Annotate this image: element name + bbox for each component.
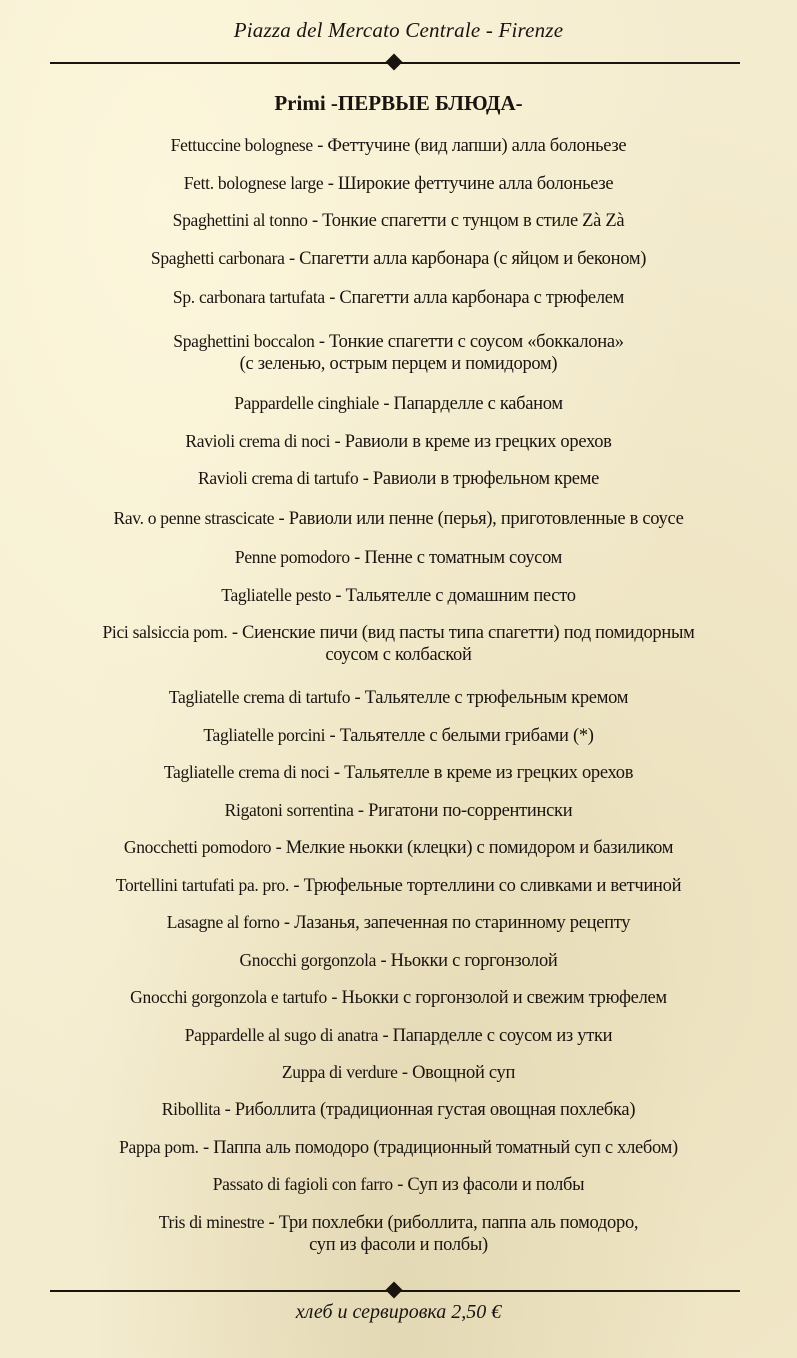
menu-item: Rigatoni sorrentina - Ригатони по-соррентински xyxy=(224,800,573,821)
dish-description-russian: Тальятелле в креме из грецких орехов xyxy=(344,763,634,783)
dish-name-italian: Tagliatelle crema di noci xyxy=(163,762,330,782)
dish-name-italian: Pici salsiccia pom. xyxy=(102,622,228,642)
menu-item: Ravioli crema di noci - Равиоли в креме из грецких орехов xyxy=(185,431,612,452)
menu-item: Gnocchi gorgonzola e tartufo - Ньокки с горгонзолой и свежим трюфелем xyxy=(130,987,667,1008)
menu-item: Passato di fagioli con farro - Суп из фасоли и полбы xyxy=(212,1174,585,1195)
menu-item: Gnocchetti pomodoro - Мелкие ньокки (клецки) с помидором и базиликом xyxy=(123,837,674,858)
menu-item: Fett. bolognese large - Широкие феттучине алла болоньезе xyxy=(183,173,614,194)
dish-description-russian: Тальятелле с белыми грибами (*) xyxy=(339,726,594,746)
dish-description-russian: Овощной суп xyxy=(412,1063,516,1083)
dish-description-russian: Тальятелле с домашним песто xyxy=(345,586,576,606)
divider-diamond-icon xyxy=(386,54,403,71)
menu-item: Penne pomodoro - Пенне с томатным соусом xyxy=(234,547,563,568)
dish-name-italian: Fettuccine bolognese xyxy=(170,135,313,155)
dish-description-russian: Три похлебки (риболлита, паппа аль помодоро, xyxy=(278,1213,639,1233)
top-divider xyxy=(50,62,740,64)
bottom-divider xyxy=(50,1290,740,1292)
menu-item: Pici salsiccia pom. - Сиенские пичи (вид пасты типа спагетти) под помидорным соусом с колбаской xyxy=(102,622,695,665)
dish-description-russian: Пенне с томатным соусом xyxy=(364,548,563,568)
menu-item: Spaghetti carbonara - Спагетти алла карбонара (с яйцом и беконом) xyxy=(150,248,647,269)
dish-name-italian: Passato di fagioli con farro xyxy=(212,1174,393,1194)
dish-description-russian-continued: (с зеленью, острым перцем и помидором) xyxy=(239,354,558,374)
dish-name-italian: Tris di minestre xyxy=(158,1212,265,1232)
dish-description-russian: Папарделле с соусом из утки xyxy=(392,1026,613,1046)
dish-name-italian: Spaghettini al tonno xyxy=(172,210,308,230)
dish-name-italian: Pappa pom. xyxy=(119,1137,199,1157)
dish-description-russian: Равиоли в трюфельном креме xyxy=(372,469,600,489)
dish-description-russian: Широкие феттучине алла болоньезе xyxy=(337,174,614,194)
dish-name-italian: Zuppa di verdure xyxy=(281,1062,398,1082)
dish-name-italian: Ravioli crema di tartufo xyxy=(197,468,359,488)
dish-description-russian: Сиенские пичи (вид пасты типа спагетти) под помидорным xyxy=(242,623,695,643)
menu-item: Ravioli crema di tartufo - Равиоли в трюфельном креме xyxy=(197,468,600,489)
menu-item: Rav. o penne strascicate - Равиоли или пенне (перья), приготовленные в соусе xyxy=(113,508,684,529)
dish-name-italian: Tagliatelle pesto xyxy=(221,585,332,605)
dish-name-italian: Sp. carbonara tartufata xyxy=(172,287,325,307)
dish-name-italian: Rav. o penne strascicate xyxy=(113,508,275,528)
footer-note: хлеб и сервировка 2,50 € xyxy=(295,1301,502,1323)
dish-name-italian: Ravioli crema di noci xyxy=(185,431,331,451)
dish-description-russian: Равиоли или пенне (перья), приготовленные в соусе xyxy=(288,509,684,529)
dish-name-italian: Lasagne al forno xyxy=(166,912,280,932)
dish-name-italian: Fett. bolognese large xyxy=(183,173,324,193)
dish-name-italian: Pappardelle cinghiale xyxy=(234,393,380,413)
dish-description-russian: Спагетти алла карбонара с трюфелем xyxy=(339,288,625,308)
dish-description-russian: Суп из фасоли и полбы xyxy=(407,1175,585,1195)
dish-description-russian: Папарделле с кабаном xyxy=(393,394,563,414)
dish-description-russian: Феттучине (вид лапши) алла болоньезе xyxy=(327,136,627,156)
menu-item: Spaghettini al tonno - Тонкие спагетти с тунцом в стиле Zà Zà xyxy=(172,210,625,231)
dish-description-russian: Ригатони по-соррентински xyxy=(368,801,573,821)
dish-description-russian: Ньокки с горгонзолой и свежим трюфелем xyxy=(341,988,667,1008)
dish-description-russian: Лазанья, запеченная по старинному рецепту xyxy=(294,913,631,933)
dish-name-italian: Spaghetti carbonara xyxy=(150,248,285,268)
menu-item: Tagliatelle crema di noci - Тальятелле в креме из грецких орехов xyxy=(163,762,634,783)
dish-name-italian: Tagliatelle porcini xyxy=(203,725,326,745)
section-title: Primi -ПЕРВЫЕ БЛЮДА- xyxy=(274,91,523,115)
dish-name-italian: Penne pomodoro xyxy=(234,547,350,567)
menu-item: Tortellini tartufati pa. pro. - Трюфельные тортеллини со сливками и ветчиной xyxy=(115,875,682,896)
menu-item: Tris di minestre - Три похлебки (риболлита, паппа аль помодоро, суп из фасоли и полбы) xyxy=(158,1212,639,1255)
menu-item: Pappardelle al sugo di anatra - Папарделле с соусом из утки xyxy=(184,1025,613,1046)
dish-description-russian: Мелкие ньокки (клецки) с помидором и базиликом xyxy=(285,838,674,858)
menu-item: Tagliatelle porcini - Тальятелле с белыми грибами (*) xyxy=(203,725,594,746)
menu-item: Tagliatelle pesto - Тальятелле с домашним песто xyxy=(221,585,576,606)
dish-description-russian-continued: соусом с колбаской xyxy=(325,645,472,665)
dish-name-italian: Gnocchetti pomodoro xyxy=(123,837,272,857)
dish-description-russian: Риболлита (традиционная густая овощная похлебка) xyxy=(234,1100,636,1120)
dish-name-italian: Gnocchi gorgonzola e tartufo xyxy=(130,987,327,1007)
dish-description-russian: Равиоли в креме из грецких орехов xyxy=(344,432,612,452)
dish-name-italian: Pappardelle al sugo di anatra xyxy=(184,1025,379,1045)
dish-description-russian-continued: суп из фасоли и полбы) xyxy=(309,1235,488,1255)
header-title: Piazza del Mercato Centrale - Firenze xyxy=(233,18,564,42)
menu-item: Pappardelle cinghiale - Папарделле с кабаном xyxy=(234,393,563,414)
dish-name-italian: Gnocchi gorgonzola xyxy=(239,950,377,970)
menu-item: Fettuccine bolognese - Феттучине (вид лапши) алла болоньезе xyxy=(170,135,627,156)
dish-name-italian: Tagliatelle crema di tartufo xyxy=(168,687,351,707)
dish-name-italian: Ribollita xyxy=(161,1099,221,1119)
menu-item: Pappa pom. - Паппа аль помодоро (традиционный томатный суп с хлебом) xyxy=(119,1137,678,1158)
dish-name-italian: Tortellini tartufati pa. pro. xyxy=(115,875,290,895)
menu-item: Gnocchi gorgonzola - Ньокки с горгонзолой xyxy=(239,950,558,971)
menu-item: Lasagne al forno - Лазанья, запеченная по старинному рецепту xyxy=(166,912,631,933)
divider-diamond-icon xyxy=(386,1282,403,1299)
menu-item: Spaghettini boccalon - Тонкие спагетти с соусом «боккалона» (с зеленью, острым перцем и помидором) xyxy=(173,331,624,374)
dish-name-italian: Spaghettini boccalon xyxy=(173,331,315,351)
menu-item: Zuppa di verdure - Овощной суп xyxy=(281,1062,516,1083)
dish-description-russian: Тальятелле с трюфельным кремом xyxy=(364,688,629,708)
dish-description-russian: Трюфельные тортеллини со сливками и ветчиной xyxy=(303,876,682,896)
dish-description-russian: Тонкие спагетти с тунцом в стиле Zà Zà xyxy=(322,211,625,231)
menu-item: Sp. carbonara tartufata - Спагетти алла карбонара с трюфелем xyxy=(172,287,625,308)
menu-item: Tagliatelle crema di tartufo - Тальятелле с трюфельным кремом xyxy=(168,687,629,708)
dish-description-russian: Тонкие спагетти с соусом «боккалона» xyxy=(329,332,624,352)
dish-name-italian: Rigatoni sorrentina xyxy=(224,800,354,820)
menu-item: Ribollita - Риболлита (традиционная густая овощная похлебка) xyxy=(161,1099,636,1120)
dish-description-russian: Паппа аль помодоро (традиционный томатный суп с хлебом) xyxy=(213,1138,678,1158)
dish-description-russian: Ньокки с горгонзолой xyxy=(390,951,558,971)
dish-description-russian: Спагетти алла карбонара (с яйцом и беконом) xyxy=(299,249,647,269)
